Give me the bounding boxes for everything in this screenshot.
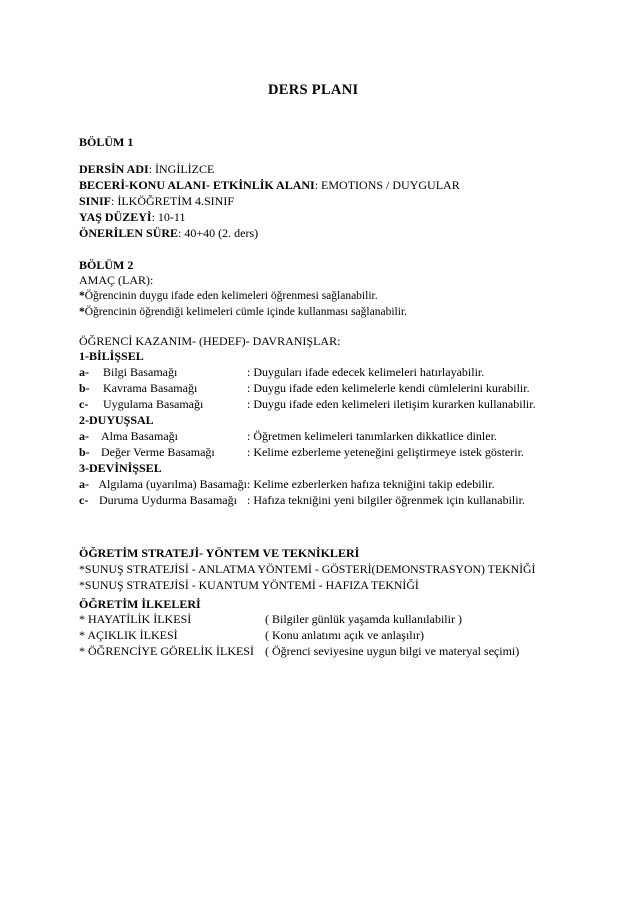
field-value: : 10-11 (151, 210, 186, 224)
field-label: ÖNERİLEN SÜRE (79, 226, 179, 240)
field-label: DERSİN ADI (79, 162, 149, 176)
field-value: : İNGİLİZCE (148, 162, 215, 176)
outcome-row (79, 365, 559, 380)
row-letter: b- (79, 445, 90, 459)
aim-bullet: * (79, 290, 85, 302)
aims-label: AMAÇ (LAR): (79, 273, 154, 287)
row-desc: : Hafıza tekniğini yeni bilgiler öğrenmek için kullanabilir. (247, 493, 525, 507)
outcome-row (79, 429, 559, 444)
field-label: BECERİ-KONU ALANI- ETKİNLİK ALANI (79, 178, 315, 192)
row-name: Kavrama Basamağı (103, 381, 198, 395)
outcome-row (79, 397, 559, 412)
aim-item (79, 305, 407, 319)
field-duration (79, 226, 258, 241)
section1-heading: BÖLÜM 1 (79, 135, 134, 149)
row-letter: c- (79, 493, 89, 507)
strategies-heading: ÖĞRETİM STRATEJİ- YÖNTEM VE TEKNİKLERİ (79, 546, 360, 560)
field-value: : EMOTIONS / DUYGULAR (314, 178, 460, 192)
outcome-row (79, 493, 559, 508)
group-title-psychomotor: 3-DEVİNİŞSEL (79, 461, 162, 475)
outcome-row (79, 477, 559, 492)
row-letter: a- (79, 365, 89, 379)
principle-desc: ( Konu anlatımı açık ve anlaşılır) (265, 628, 424, 642)
row-name: Algılama (uyarılma) Basamağı (98, 477, 247, 491)
principles-heading: ÖĞRETİM İLKELERİ (79, 597, 201, 611)
principle-desc: ( Öğrenci seviyesine uygun bilgi ve materyal seçimi) (265, 644, 520, 658)
row-desc: : Duygu ifade eden kelimelerle kendi cümlelerini kurabilir. (247, 381, 530, 395)
document-title: DERS PLANI (268, 82, 359, 98)
row-name: Uygulama Basamağı (103, 397, 204, 411)
principle-desc: ( Bilgiler günlük yaşamda kullanılabilir ) (265, 612, 462, 626)
section2-heading: BÖLÜM 2 (79, 258, 134, 272)
principle-name: * ÖĞRENCİYE GÖRELİK İLKESİ (79, 644, 254, 658)
field-course-name (79, 162, 214, 177)
field-age-level (79, 210, 185, 225)
principle-row (79, 612, 191, 627)
aim-bullet: * (79, 306, 85, 318)
row-desc: : Öğretmen kelimeleri tanımlarken dikkatlice dinler. (247, 429, 497, 443)
field-value: : İLKÖĞRETİM 4.SINIF (111, 194, 235, 208)
field-label: YAŞ DÜZEYİ (79, 210, 152, 224)
principle-name: * AÇIKLIK İLKESİ (79, 628, 178, 642)
field-value: : 40+40 (2. ders) (178, 226, 259, 240)
row-letter: a- (79, 429, 89, 443)
row-name: Değer Verme Basamağı (101, 445, 215, 459)
outcomes-title: ÖĞRENCİ KAZANIM- (HEDEF)- DAVRANIŞLAR: (79, 334, 341, 348)
group-title-cognitive: 1-BİLİŞSEL (79, 349, 144, 363)
row-name: Alma Basamağı (101, 429, 178, 443)
row-letter: c- (79, 397, 89, 411)
field-grade (79, 194, 234, 209)
outcome-row (79, 445, 559, 460)
row-desc: : Kelime ezberleme yeteneğini geliştirmeye istek gösterir. (247, 445, 524, 459)
aim-text: Öğrencinin öğrendiği kelimeleri cümle içinde kullanması sağlanabilir. (84, 306, 407, 318)
group-title-affective: 2-DUYUŞSAL (79, 413, 154, 427)
field-label: SINIF (79, 194, 112, 208)
row-letter: a- (79, 477, 89, 491)
strategy-line: *SUNUŞ STRATEJİSİ - KUANTUM YÖNTEMİ - HAFIZA TEKNİĞİ (79, 578, 419, 592)
row-desc: : Duyguları ifade edecek kelimeleri hatırlayabilir. (247, 365, 485, 379)
row-desc: : Duygu ifade eden kelimeleri iletişim kurarken kullanabilir. (247, 397, 536, 411)
aim-text: Öğrencinin duygu ifade eden kelimeleri öğrenmesi sağlanabilir. (84, 290, 378, 302)
principle-name: * HAYATİLİK İLKESİ (79, 612, 192, 626)
principle-row (79, 628, 178, 643)
strategy-line: *SUNUŞ STRATEJİSİ - ANLATMA YÖNTEMİ - GÖSTERİ(DEMONSTRASYON) TEKNİĞİ (79, 562, 536, 576)
row-desc: : Kelime ezberlerken hafıza tekniğini takip edebilir. (247, 477, 495, 491)
aim-item (79, 289, 378, 303)
principle-row (79, 644, 254, 659)
row-name: Bilgi Basamağı (103, 365, 178, 379)
row-letter: b- (79, 381, 90, 395)
row-name: Duruma Uydurma Basamağı (99, 493, 237, 507)
outcome-row (79, 381, 559, 396)
field-skill-area (79, 178, 460, 193)
